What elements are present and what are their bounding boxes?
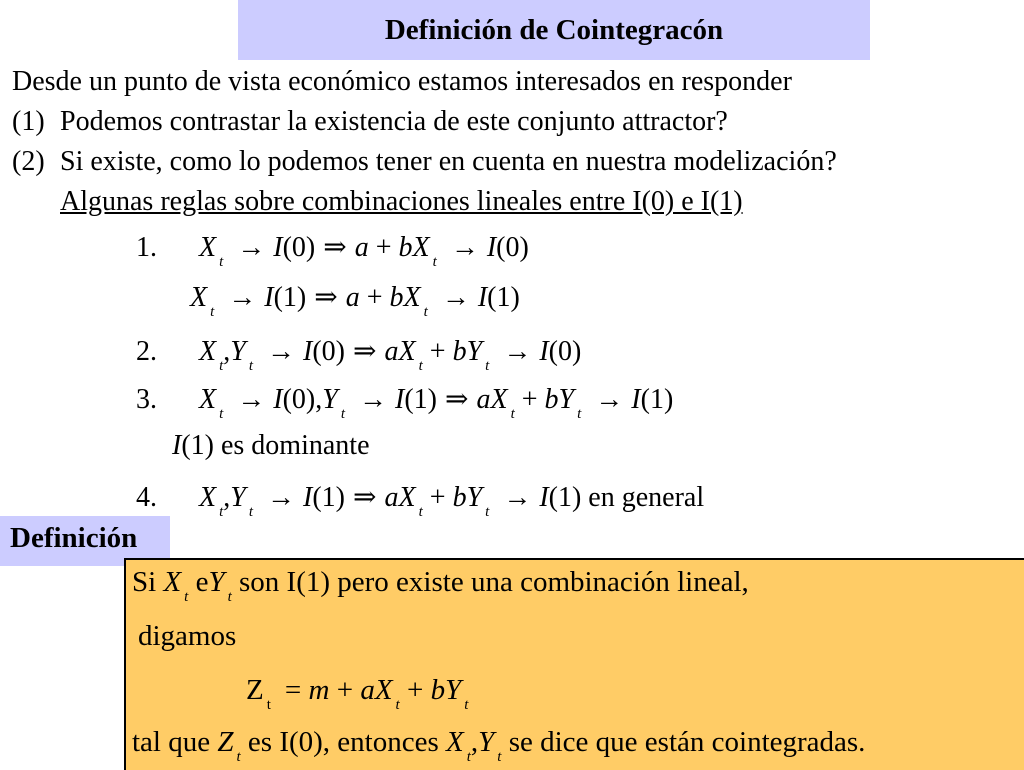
rule-1b: X $_t$ → I(1) ⇒ a + bX $_t$ → I(1) [190, 282, 520, 320]
rule-3: 3. X $_t$ → I(0),Y $_t$ → I(1) ⇒ aX $_t$ + bY $_t$ → I(1) [136, 384, 674, 422]
question-1 [12, 106, 728, 138]
definition-line-2: digamos [138, 620, 237, 652]
dominance-note-text: es dominante [220, 430, 370, 461]
rule-4-note: en general [588, 482, 705, 513]
page-title: Definición de Cointegracón [384, 14, 724, 46]
intro-text: Desde un punto de vista económico estamos interesados en responder [12, 66, 792, 97]
definition-line-1-pre: Si [132, 566, 157, 598]
definition-line-4-pre: tal que [132, 726, 211, 758]
rules-heading: Algunas reglas sobre combinaciones lineales entre I(0) e I(1) [60, 186, 743, 217]
definition-tag-label: Definición [10, 522, 138, 554]
question-2-number: (2) [12, 146, 45, 177]
dominance-note: I(1) es dominante [172, 430, 370, 461]
rule-1: 1. X $_t$ → I(0) ⇒ a + bX $_t$ → I(0) [136, 232, 529, 270]
question-1-number: (1) [12, 106, 45, 137]
definition-line-1-mid: e [195, 566, 209, 598]
definition-line-1: Si X $_t$ eY $_t$ son I(1) pero existe una combinación lineal, [132, 566, 749, 605]
definition-line-4-post: se dice que están cointegradas. [508, 726, 866, 758]
question-1-text: Podemos contrastar la existencia de este conjunto attractor? [60, 106, 728, 137]
question-2 [12, 146, 837, 178]
definition-line-1-post: son I(1) pero existe una combinación lineal, [239, 566, 749, 598]
rule-2: 2. X $_t$,Y $_t$ → I(0) ⇒ aX $_t$ + bY $_t$ → I(0) [136, 336, 582, 374]
definition-line-4: tal que Z $_t$ es I(0), entonces X $_t$,Y $_t$ se dice que están cointegradas. [132, 726, 866, 765]
definition-line-4-mid: es I(0), entonces [247, 726, 439, 758]
rule-1-number: 1. [136, 232, 157, 263]
rule-4-number: 4. [136, 482, 157, 513]
definition-equation: Z $_t$ = m + aX $_t$ + bY $_t$ [246, 674, 469, 713]
question-2-text: Si existe, como lo podemos tener en cuenta en nuestra modelización? [60, 146, 837, 177]
rule-3-number: 3. [136, 384, 157, 415]
rule-4: 4. X $_t$,Y $_t$ → I(1) ⇒ aX $_t$ + bY $_t$ → I(1) en general [136, 482, 705, 520]
rule-2-number: 2. [136, 336, 157, 367]
